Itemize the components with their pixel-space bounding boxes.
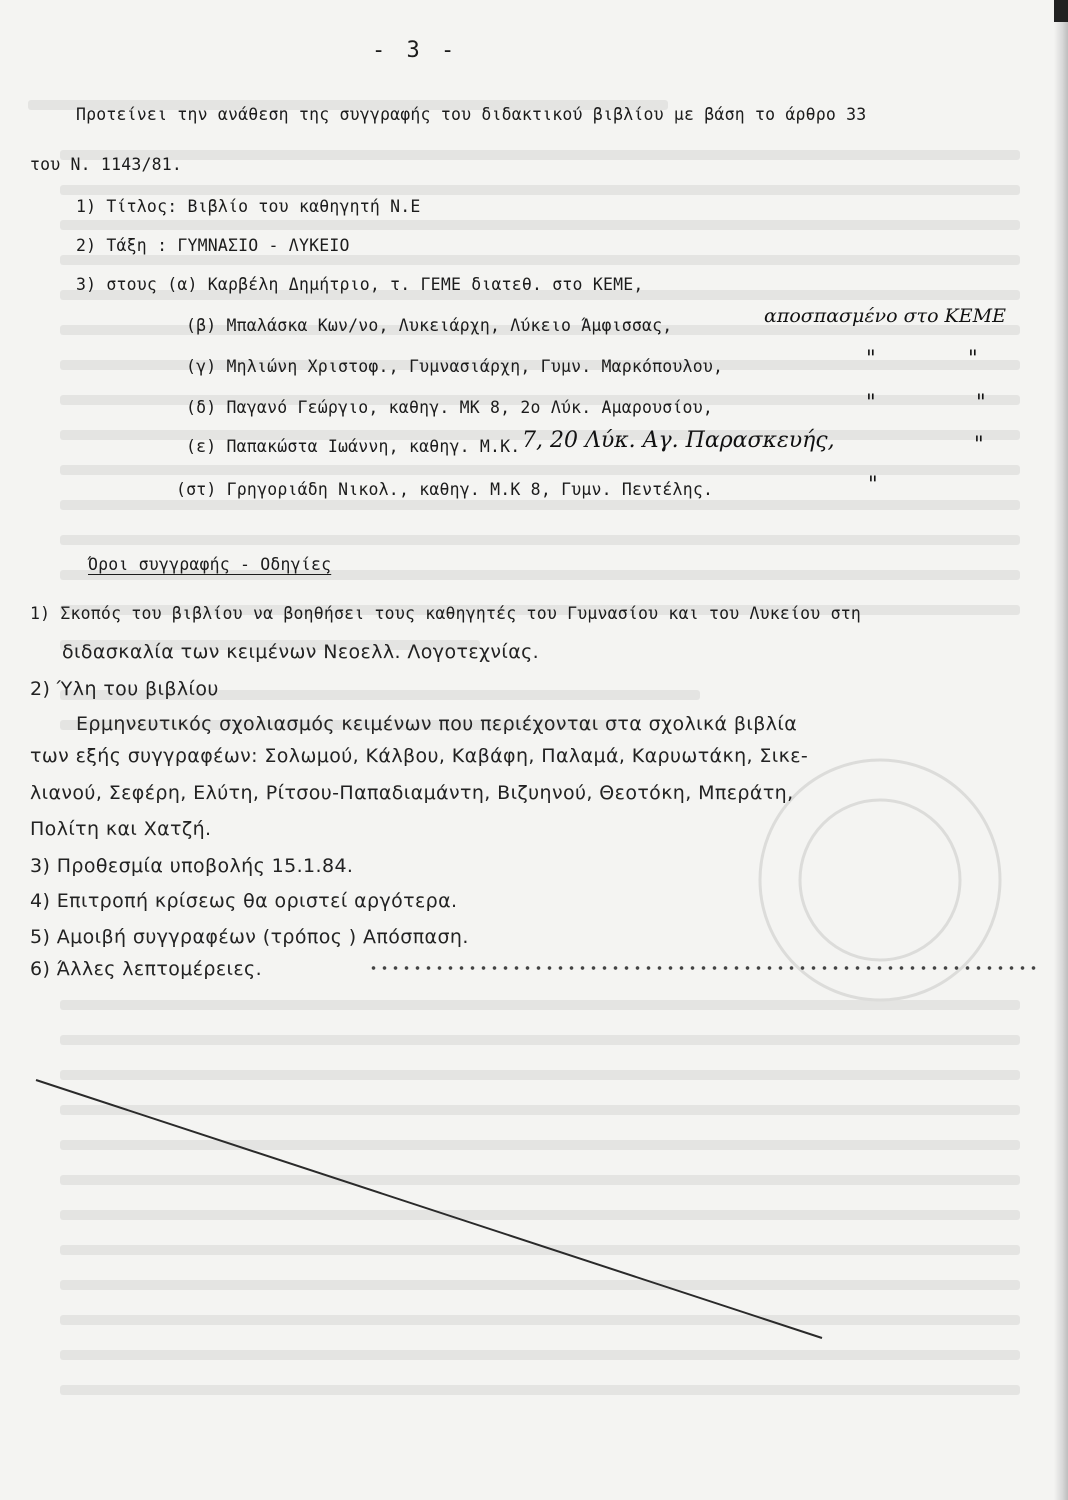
intro-line-1: Προτείνει την ανάθεση της συγγραφής του διδακτικού βιβλίου με βάση το άρθρο 33 bbox=[76, 105, 867, 124]
fee-item: 5) Αμοιβή συγγραφέων (τρόπος ) Απόσπαση. bbox=[30, 926, 469, 948]
authors-item-f: (στ) Γρηγοριάδη Νικολ., καθηγ. Μ.Κ 8, Γυμν. Πεντέλης. bbox=[176, 480, 714, 499]
content-line-4: Πολίτη και Χατζή. bbox=[30, 818, 212, 840]
ditto-mark: " bbox=[868, 472, 878, 496]
authors-item-a: 3) στους (α) Καρβέλη Δημήτριο, τ. ΓΕΜΕ διατεθ. στο ΚΕΜΕ, bbox=[76, 275, 644, 294]
deadline-item: 3) Προθεσμία υποβολής 15.1.84. bbox=[30, 855, 354, 877]
handwritten-note-school: 7, 20 Λύκ. Αγ. Παρασκευής, bbox=[522, 428, 835, 453]
intro-line-2: του Ν. 1143/81. bbox=[30, 155, 183, 174]
ditto-mark: " bbox=[976, 390, 986, 414]
page-edge-shadow bbox=[1054, 0, 1068, 1500]
other-details-item: 6) Άλλες λεπτομέρειες. bbox=[30, 958, 263, 980]
content-line-1: Ερμηνευτικός σχολιασμός κειμένων που περιέχονται στα σχολικά βιβλία bbox=[76, 713, 798, 735]
content-line-3: λιανού, Σεφέρη, Ελύτη, Ρίτσου-Παπαδιαμάντη, Βιζυηνού, Θεοτόκη, Μπεράτη, bbox=[30, 782, 794, 804]
ditto-mark: " bbox=[968, 346, 978, 370]
ditto-mark: " bbox=[866, 346, 876, 370]
section-heading-terms: Όροι συγγραφής - Οδηγίες bbox=[88, 555, 332, 574]
ditto-mark: " bbox=[866, 390, 876, 414]
authors-item-d: (δ) Παγανό Γεώργιο, καθηγ. ΜΚ 8, 2ο Λύκ. Αμαρουσίου, bbox=[186, 398, 713, 417]
authors-item-c: (γ) Μηλιώνη Χριστοφ., Γυμνασιάρχη, Γυμν. Μαρκόπουλου, bbox=[186, 357, 724, 376]
page-edge-corner bbox=[1054, 0, 1068, 22]
page-number: - 3 - bbox=[372, 38, 459, 63]
handwritten-note-seconded: αποσπασμένο στο ΚΕΜΕ bbox=[764, 305, 1006, 327]
purpose-line-2: διδασκαλία των κειμένων Νεοελλ. Λογοτεχνίας. bbox=[62, 641, 540, 663]
grade-item: 2) Τάξη : ΓΥΜΝΑΣΙΟ - ΛΥΚΕΙΟ bbox=[76, 236, 350, 255]
authors-item-b: (β) Μπαλάσκα Κων/νο, Λυκειάρχη, Λύκειο Άμφισσας, bbox=[186, 316, 673, 335]
purpose-line-1: 1) Σκοπός του βιβλίου να βοηθήσει τους καθηγητές του Γυμνασίου και του Λυκείου στη bbox=[30, 604, 861, 623]
title-item: 1) Τίτλος: Βιβλίο του καθηγητή Ν.Ε bbox=[76, 197, 421, 216]
content-line-2: των εξής συγγραφέων: Σολωμού, Κάλβου, Καβάφη, Παλαμά, Καρυωτάκη, Σικε- bbox=[30, 745, 809, 767]
ditto-mark: " bbox=[974, 432, 984, 456]
content-heading: 2) Ύλη του βιβλίου bbox=[30, 678, 219, 700]
committee-item: 4) Επιτροπή κρίσεως θα οριστεί αργότερα. bbox=[30, 890, 458, 912]
authors-item-e: (ε) Παπακώστα Ιωάννη, καθηγ. Μ.Κ. bbox=[186, 437, 521, 456]
